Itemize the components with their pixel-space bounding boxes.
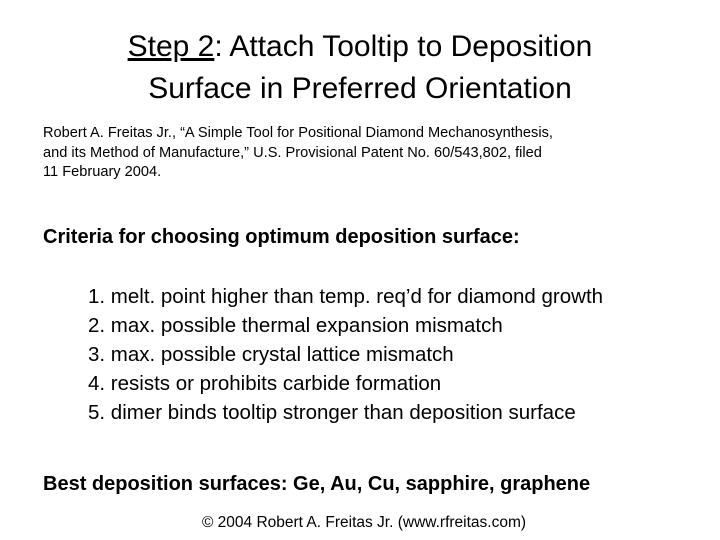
citation-line-3: 11 February 2004.: [43, 164, 162, 180]
patent-citation: [43, 124, 713, 183]
criteria-item: 5. dimer binds tooltip stronger than deposition surface: [88, 401, 576, 424]
title-line-1: [128, 30, 593, 63]
title-line-1-rest: : Attach Tooltip to Deposition: [214, 30, 593, 63]
criteria-item: 3. max. possible crystal lattice mismatch: [88, 343, 454, 366]
title-line-2: Surface in Preferred Orientation: [148, 72, 572, 105]
criteria-list: [88, 282, 603, 427]
citation-line-2: and its Method of Manufacture,” U.S. Provisional Patent No. 60/543,802, filed: [43, 144, 542, 161]
criteria-item: 2. max. possible thermal expansion mismatch: [88, 314, 503, 337]
best-surfaces: Best deposition surfaces: Ge, Au, Cu, sapphire, graphene: [43, 473, 591, 495]
copyright-notice: © 2004 Robert A. Freitas Jr. (www.rfreitas.com): [201, 514, 527, 531]
slide-title: [0, 26, 720, 110]
criteria-item: 1. melt. point higher than temp. req’d for diamond growth: [88, 285, 604, 308]
criteria-item: 4. resists or prohibits carbide formation: [88, 372, 442, 395]
criteria-heading: Criteria for choosing optimum deposition surface:: [43, 226, 520, 248]
step-label: Step 2: [127, 30, 215, 63]
citation-line-1: Robert A. Freitas Jr., “A Simple Tool for Positional Diamond Mechanosynthesis,: [43, 125, 553, 141]
